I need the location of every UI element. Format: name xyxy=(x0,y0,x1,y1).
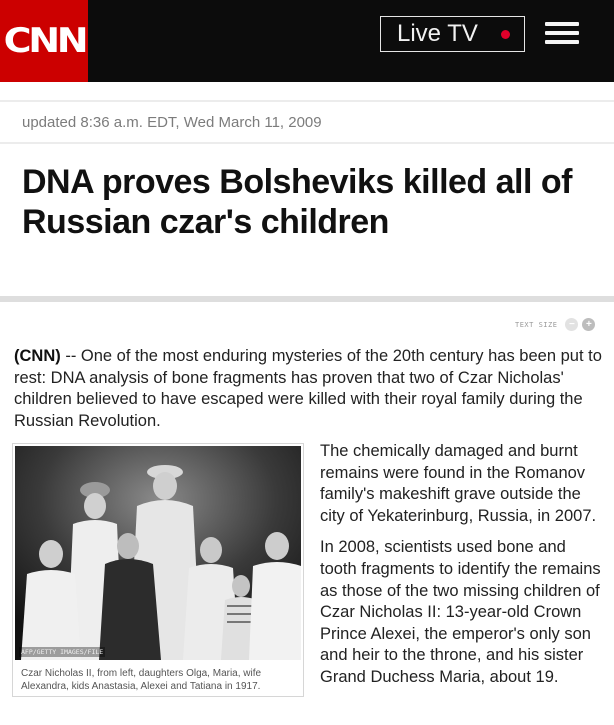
text-size-control xyxy=(515,318,595,331)
menu-bar xyxy=(545,22,579,26)
article-headline: DNA proves Bolsheviks killed all of Russian czar's children xyxy=(22,163,572,241)
photo-caption: Czar Nicholas II, from left, daughters Olga, Maria, wife Alexandra, kids Anastasia, Alexei and Tatiana in 1917. xyxy=(21,668,262,692)
hamburger-menu-icon[interactable] xyxy=(545,22,579,48)
text-size-decrease-button[interactable]: − xyxy=(565,318,578,331)
updated-timestamp: updated 8:36 a.m. EDT, Wed March 11, 2009 xyxy=(22,114,322,131)
menu-bar xyxy=(545,31,579,35)
live-tv-label: Live TV xyxy=(397,20,478,47)
photo-credit: AFP/GETTY IMAGES/FILE xyxy=(21,648,104,656)
section-divider xyxy=(0,296,614,302)
logo-text: CNN xyxy=(3,21,85,61)
menu-bar xyxy=(545,40,579,44)
body-paragraph: The chemically damaged and burnt remains were found in the Romanov family's makeshift grave outside the city of Yekaterinburg, Russia, in 2007. xyxy=(320,442,597,525)
body-paragraph: In 2008, scientists used bone and tooth fragments to identify the remains as those of the two missing children of Czar Nicholas II: 13-year-old Crown Prince Alexei, the emperor's only son and heir to the throne, and his sister Grand Duchess Maria, about 19. xyxy=(320,538,601,686)
article-figure xyxy=(12,443,304,697)
text-size-label: TEXT SIZE xyxy=(515,320,558,329)
cnn-logo[interactable] xyxy=(0,0,88,82)
article-intro xyxy=(14,346,602,432)
timestamp-band xyxy=(0,100,614,144)
live-tv-button[interactable] xyxy=(380,16,525,52)
article-body xyxy=(320,441,606,699)
dateline: (CNN) xyxy=(14,347,61,365)
family-photo-image xyxy=(15,446,301,660)
live-indicator-dot-icon xyxy=(501,30,510,39)
text-size-increase-button[interactable]: + xyxy=(582,318,595,331)
romanov-family-photo[interactable] xyxy=(15,446,301,660)
intro-text: -- One of the most enduring mysteries of the 20th century has been put to rest: DNA analysis of bone fragments has proven that two of Czar Nicholas' children believed to have escaped were killed with their royal family during the Russian Revolution. xyxy=(14,347,602,430)
top-navigation-bar xyxy=(0,0,614,82)
